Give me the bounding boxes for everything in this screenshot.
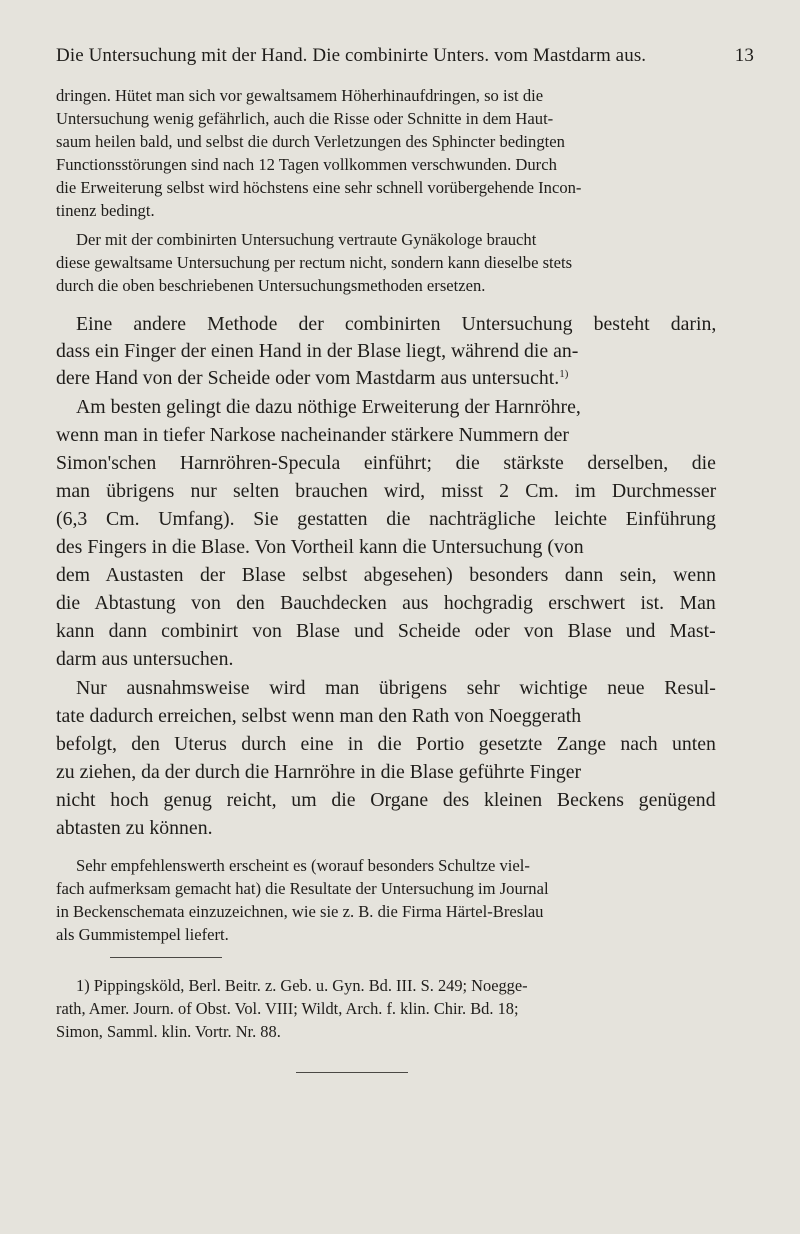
text-line: Functionsstörungen sind nach 12 Tagen vollkommen verschwunden. Durch [56,155,557,174]
text-line: dere Hand von der Scheide oder vom Mastdarm aus untersucht. [56,367,560,389]
text-line: des Fingers in die Blase. Von Vortheil kann die Untersuchung (von [56,536,584,558]
text-line: dem Austasten der Blase selbst abgesehen) besonders dann sein, wenn [56,564,716,586]
running-title: Die Untersuchung mit der Hand. Die combinirte Unters. vom Mastdarm aus. [56,45,647,66]
text-line: darm aus untersuchen. [56,648,234,670]
text-line: Am besten gelingt die dazu nöthige Erweiterung der Harnröhre, [76,396,581,418]
text-line: fach aufmerksam gemacht hat) die Resultate der Untersuchung im Journal [56,879,549,898]
text-line: befolgt, den Uterus durch eine in die Portio gesetzte Zange nach unten [56,733,716,755]
text-line: (6,3 Cm. Umfang). Sie gestatten die nachträgliche leichte Einführung [56,508,716,530]
text-line: abtasten zu können. [56,817,213,839]
text-line: in Beckenschemata einzuzeichnen, wie sie z. B. die Firma Härtel-Breslau [56,902,544,921]
footnote-line: 1) Pippingsköld, Berl. Beitr. z. Geb. u. Gyn. Bd. III. S. 249; Noegge- [76,976,528,995]
footnote-marker: 1) [559,368,569,380]
text-line: Nur ausnahmsweise wird man übrigens sehr wichtige neue Resul- [76,677,716,699]
text-line-with-footnote [56,367,568,390]
footnote-line: rath, Amer. Journ. of Obst. Vol. VIII; Wildt, Arch. f. klin. Chir. Bd. 18; [56,999,519,1018]
text-line: die Abtastung von den Bauchdecken aus hochgradig erschwert ist. Man [56,592,716,614]
text-line: Der mit der combinirten Untersuchung vertraute Gynäkologe braucht [76,230,537,249]
text-line: wenn man in tiefer Narkose nacheinander stärkere Nummern der [56,424,569,446]
text-line: die Erweiterung selbst wird höchstens eine sehr schnell vorübergehende Incon- [56,178,582,197]
footnote-line: Simon, Samml. klin. Vortr. Nr. 88. [56,1022,281,1041]
text-line: dringen. Hütet man sich vor gewaltsamem Höherhinaufdringen, so ist die [56,86,544,105]
text-line: Sehr empfehlenswerth erscheint es (worauf besonders Schultze viel- [76,856,530,875]
text-line: Eine andere Methode der combinirten Untersuchung besteht darin, [76,313,717,335]
text-line: nicht hoch genug reicht, um die Organe des kleinen Beckens genügend [56,789,716,811]
bottom-rule [296,1072,408,1073]
text-line: tate dadurch erreichen, selbst wenn man den Rath von Noeggerath [56,705,582,727]
text-line: man übrigens nur selten brauchen wird, misst 2 Cm. im Durchmesser [56,480,717,502]
text-line: Simon'schen Harnröhren-Specula einführt; die stärkste derselben, die [56,452,716,474]
text-line: durch die oben beschriebenen Untersuchungsmethoden ersetzen. [56,276,486,295]
text-line: dass ein Finger der einen Hand in der Blase liegt, während die an- [56,340,579,362]
footnote-separator [110,957,222,958]
text-line: tinenz bedingt. [56,201,155,220]
text-line: kann dann combinirt von Blase und Scheide oder von Blase und Mast- [56,620,716,642]
text-line: als Gummistempel liefert. [56,925,229,944]
text-line: zu ziehen, da der durch die Harnröhre in die Blase geführte Finger [56,761,582,783]
running-header [56,45,772,75]
text-line: diese gewaltsame Untersuchung per rectum nicht, sondern kann dieselbe stets [56,253,573,272]
text-line: saum heilen bald, und selbst die durch Verletzungen des Sphincter bedingten [56,132,565,151]
page-number: 13 [734,45,754,66]
text-line: Untersuchung wenig gefährlich, auch die Risse oder Schnitte in dem Haut- [56,109,554,128]
